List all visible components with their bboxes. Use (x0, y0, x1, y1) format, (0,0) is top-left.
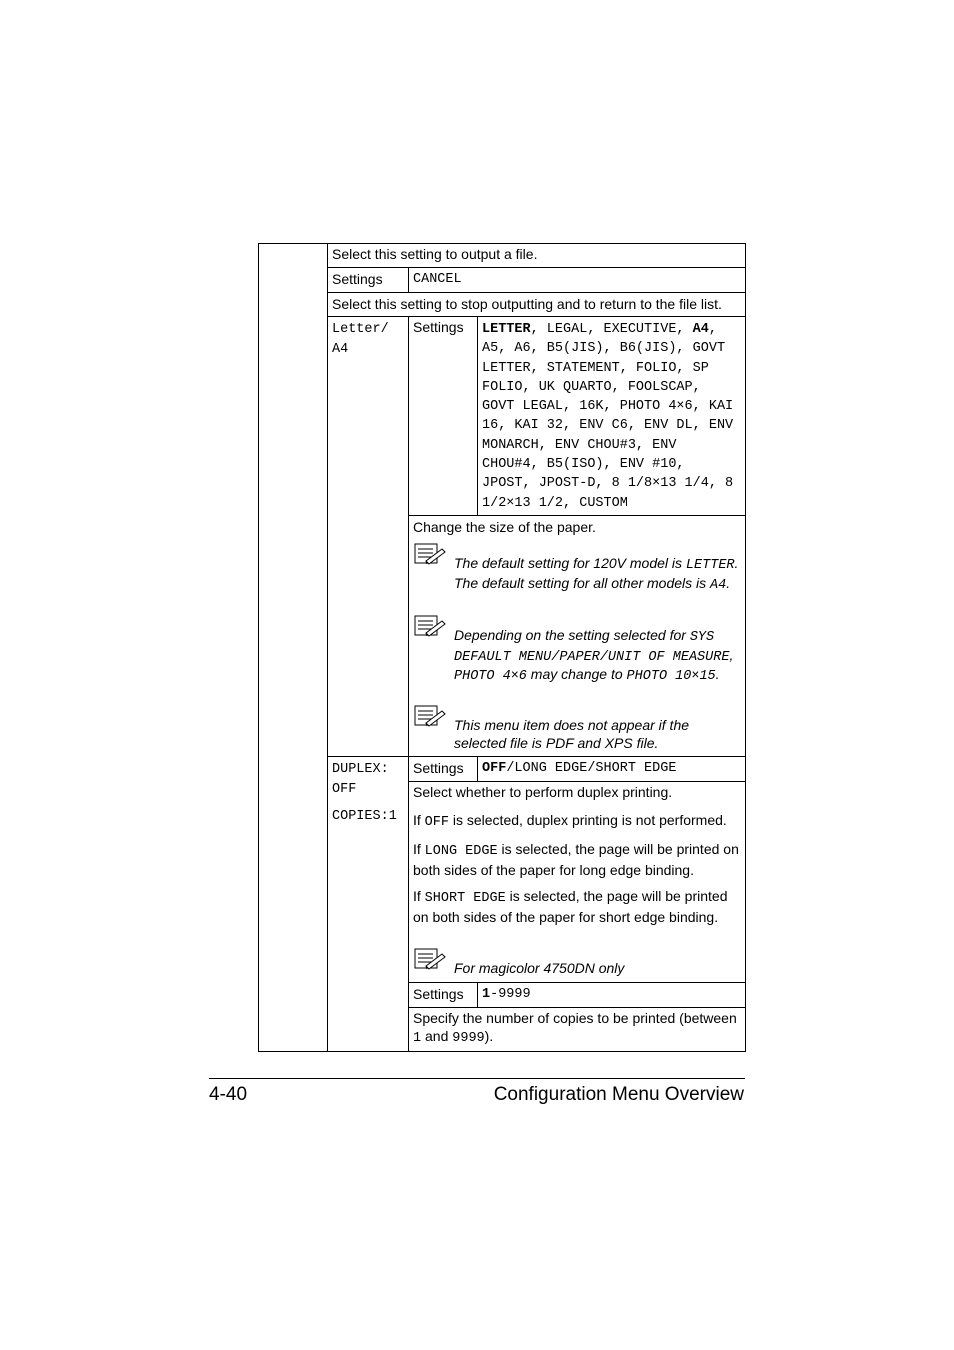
duplex-note: For magicolor 4750DN only (414, 960, 744, 980)
paper-description: Change the size of the paper. (413, 519, 596, 535)
duplex-settings-value: OFF/LONG EDGE/SHORT EDGE (482, 761, 677, 776)
duplex-settings-label: Settings (413, 760, 464, 776)
duplex-long-edge-paragraph: If LONG EDGE is selected, the page will be printed on both sides of the paper for long edge binding. (413, 841, 739, 878)
page-number: 4-40 (209, 1084, 248, 1105)
note-pencil-icon (414, 615, 446, 637)
note-pencil-icon (414, 705, 446, 727)
cancel-description: Select this setting to stop outputting and to return to the file list. (332, 296, 722, 312)
duplex-menu-item: DUPLEX: OFF (332, 762, 389, 797)
duplex-off-paragraph: If OFF is selected, duplex printing is not performed. (413, 812, 727, 830)
copies-menu-item: COPIES:1 (332, 809, 397, 824)
copies-settings-value: 1-9999 (482, 987, 531, 1002)
copies-settings-label: Settings (413, 986, 464, 1002)
duplex-description: Select whether to perform duplex printing. (413, 784, 673, 800)
output-settings-value: CANCEL (413, 272, 462, 287)
paper-note-2: Depending on the setting selected for SYS DEFAULT MENU/PAPER/UNIT OF MEASURE, PHOTO 4×6 may change to PHOTO 10×15. (414, 627, 744, 699)
paper-note-1: The default setting for 120V model is LETTER. The default setting for all other models is A4. (414, 555, 744, 609)
footer-rule (209, 1078, 745, 1079)
paper-settings-values: LETTER, LEGAL, EXECUTIVE, A4, A5, A6, B5(JIS), B6(JIS), GOVT LETTER, STATEMENT, FOLIO, SP FOLIO, UK QUARTO, FOOLSCAP, GOVT LEGAL, 16K, PHOTO 4×6, KAI 16, KAI 32, ENV C6, ENV DL, ENV MONARCH, ENV CHOU#3, ENV CHOU#4, B5(ISO), ENV #10, JPOST, JPOST-D, 8 1/8×13 1/4, 8 1/2×13 1/2, CUSTOM (482, 322, 734, 511)
paper-settings-label: Settings (413, 319, 464, 335)
output-settings-label: Settings (332, 271, 383, 287)
note-pencil-icon (414, 543, 446, 565)
paper-note-3: This menu item does not appear if the selected file is PDF and XPS file. (414, 717, 744, 753)
output-description: Select this setting to output a file. (332, 246, 538, 262)
duplex-short-edge-paragraph: If SHORT EDGE is selected, the page will be printed on both sides of the paper for short edge binding. (413, 888, 728, 925)
section-title: Configuration Menu Overview (493, 1084, 744, 1105)
paper-menu-item: Letter/ A4 (332, 322, 389, 357)
copies-description: Specify the number of copies to be printed (between 1 and 9999). (413, 1010, 737, 1046)
note-pencil-icon (414, 948, 446, 970)
